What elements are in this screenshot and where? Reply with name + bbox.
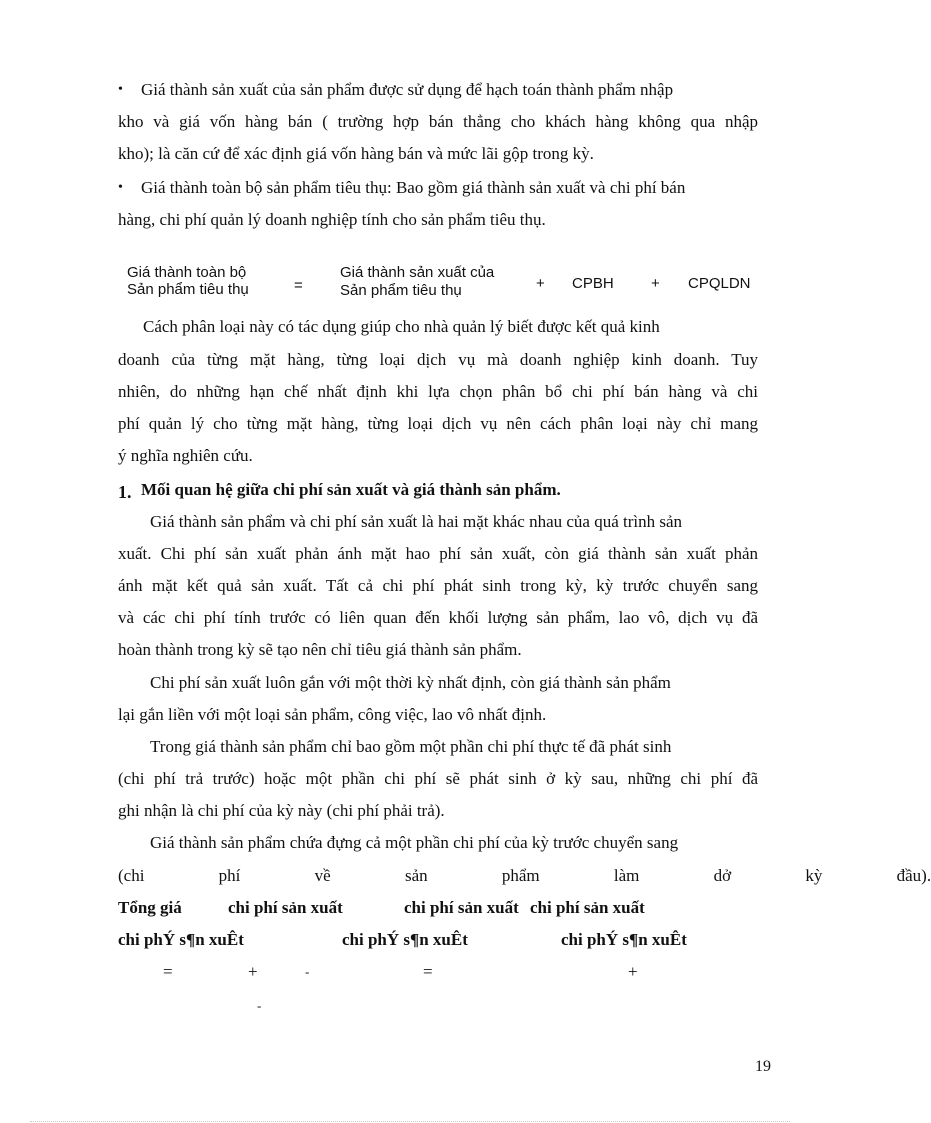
bottom-formula-equals-1: = (163, 962, 173, 981)
bottom-formula-row2-item-1: chi phÝ s¶n xuÊt (118, 930, 244, 949)
bullet-2-marker: • (118, 180, 123, 195)
formula-term-cpqldn: CPQLDN (688, 275, 751, 292)
bullet-1-line-2: kho và giá vốn hàng bán ( trường hợp bán thẳng cho khách hàng không qua nhập (118, 112, 758, 131)
bottom-formula-minus-2: - (257, 998, 262, 1013)
bullet-1-line-3: kho); là căn cứ để xác định giá vốn hàng bán và mức lãi gộp trong kỳ. (118, 144, 594, 163)
page-bottom-divider (30, 1121, 790, 1122)
formula-rhs-line-2: Sản phẩm tiêu thụ (340, 282, 462, 299)
bottom-formula-plus-1: + (248, 962, 258, 981)
bottom-formula-row1-item-3: chi phí sản xuất (404, 898, 519, 917)
bottom-formula-row2-item-2: chi phÝ s¶n xuÊt (342, 930, 468, 949)
paragraph-4-line-1: Trong giá thành sản phẩm chỉ bao gồm một phần chi phí thực tế đã phát sinh (150, 737, 672, 756)
formula-term-cpbh: CPBH (572, 275, 614, 292)
paragraph-5-line-2: (chi phí về sản phẩm làm dở kỳ đầu). (118, 866, 931, 885)
paragraph-1-line-1: Cách phân loại này có tác dụng giúp cho nhà quản lý biết được kết quả kinh (143, 317, 660, 336)
paragraph-1-line-2: doanh của từng mặt hàng, từng loại dịch vụ mà doanh nghiệp kinh doanh. Tuy (118, 350, 758, 369)
bottom-formula-row2-item-3: chi phÝ s¶n xuÊt (561, 930, 687, 949)
bullet-2-line-2: hàng, chi phí quản lý doanh nghiệp tính cho sản phẩm tiêu thụ. (118, 210, 546, 229)
bullet-2-line-1: Giá thành toàn bộ sản phẩm tiêu thụ: Bao gồm giá thành sản xuất và chi phí bán (141, 178, 686, 197)
paragraph-3-line-1: Chi phí sản xuất luôn gắn với một thời kỳ nhất định, còn giá thành sản phẩm (150, 673, 671, 692)
paragraph-2-line-3: ánh mặt kết quả sản xuất. Tất cả chi phí phát sinh trong kỳ, kỳ trước chuyển sang (118, 576, 758, 595)
section-number: 1. (118, 482, 132, 502)
bullet-1-marker: • (118, 82, 123, 97)
paragraph-2-line-4: và các chi phí tính trước có liên quan đến khối lượng sản phẩm, lao vô, dịch vụ đã (118, 608, 758, 627)
paragraph-1-line-3: nhiên, do những hạn chế nhất định khi lựa chọn phân bổ chi phí bán hàng và chi (118, 382, 758, 401)
paragraph-5-line-1: Giá thành sản phẩm chứa đựng cả một phần chi phí của kỳ trước chuyển sang (150, 833, 679, 852)
paragraph-2-line-2: xuất. Chi phí sản xuất phản ánh mặt hao phí sản xuất, còn giá thành sản xuất phản (118, 544, 758, 563)
page-number: 19 (755, 1058, 771, 1075)
formula-rhs-line-1: Giá thành sản xuất của (340, 264, 495, 281)
bottom-formula-row1-item-1: Tổng giá (118, 898, 182, 917)
paragraph-1-line-5: ý nghĩa nghiên cứu. (118, 446, 253, 465)
formula-lhs-line-1: Giá thành toàn bộ (127, 264, 247, 281)
formula-plus-2: + (651, 275, 660, 292)
bottom-formula-row1-item-4: chi phí sản xuất (530, 898, 645, 917)
paragraph-3-line-2: lại gắn liền với một loại sản phẩm, công việc, lao vô nhất định. (118, 705, 547, 724)
formula-plus-1: + (536, 275, 545, 292)
bottom-formula-row1-item-2: chi phí sản xuất (228, 898, 343, 917)
paragraph-4-line-2: (chi phí trả trước) hoặc một phần chi phí sẽ phát sinh ở kỳ sau, những chi phí đã (118, 769, 758, 788)
bottom-formula-minus-1: - (305, 964, 310, 979)
bottom-formula-equals-2: = (423, 962, 433, 981)
paragraph-1-line-4: phí quản lý cho từng mặt hàng, từng loại dịch vụ nên cách phân loại này chỉ mang (118, 414, 758, 433)
formula-equals: = (294, 277, 303, 294)
formula-lhs-line-2: Sản phẩm tiêu thụ (127, 281, 249, 298)
paragraph-2-line-5: hoàn thành trong kỳ sẽ tạo nên chỉ tiêu giá thành sản phẩm. (118, 640, 522, 659)
bottom-formula-plus-2: + (628, 962, 638, 981)
paragraph-4-line-3: ghi nhận là chi phí của kỳ này (chi phí phải trả). (118, 801, 445, 820)
section-title: Mối quan hệ giữa chi phí sản xuất và giá thành sản phẩm. (141, 480, 561, 499)
paragraph-2-line-1: Giá thành sản phẩm và chi phí sản xuất là hai mặt khác nhau của quá trình sản (150, 512, 683, 531)
bullet-1-line-1: Giá thành sản xuất của sản phẩm được sử dụng để hạch toán thành phẩm nhập (141, 80, 674, 99)
